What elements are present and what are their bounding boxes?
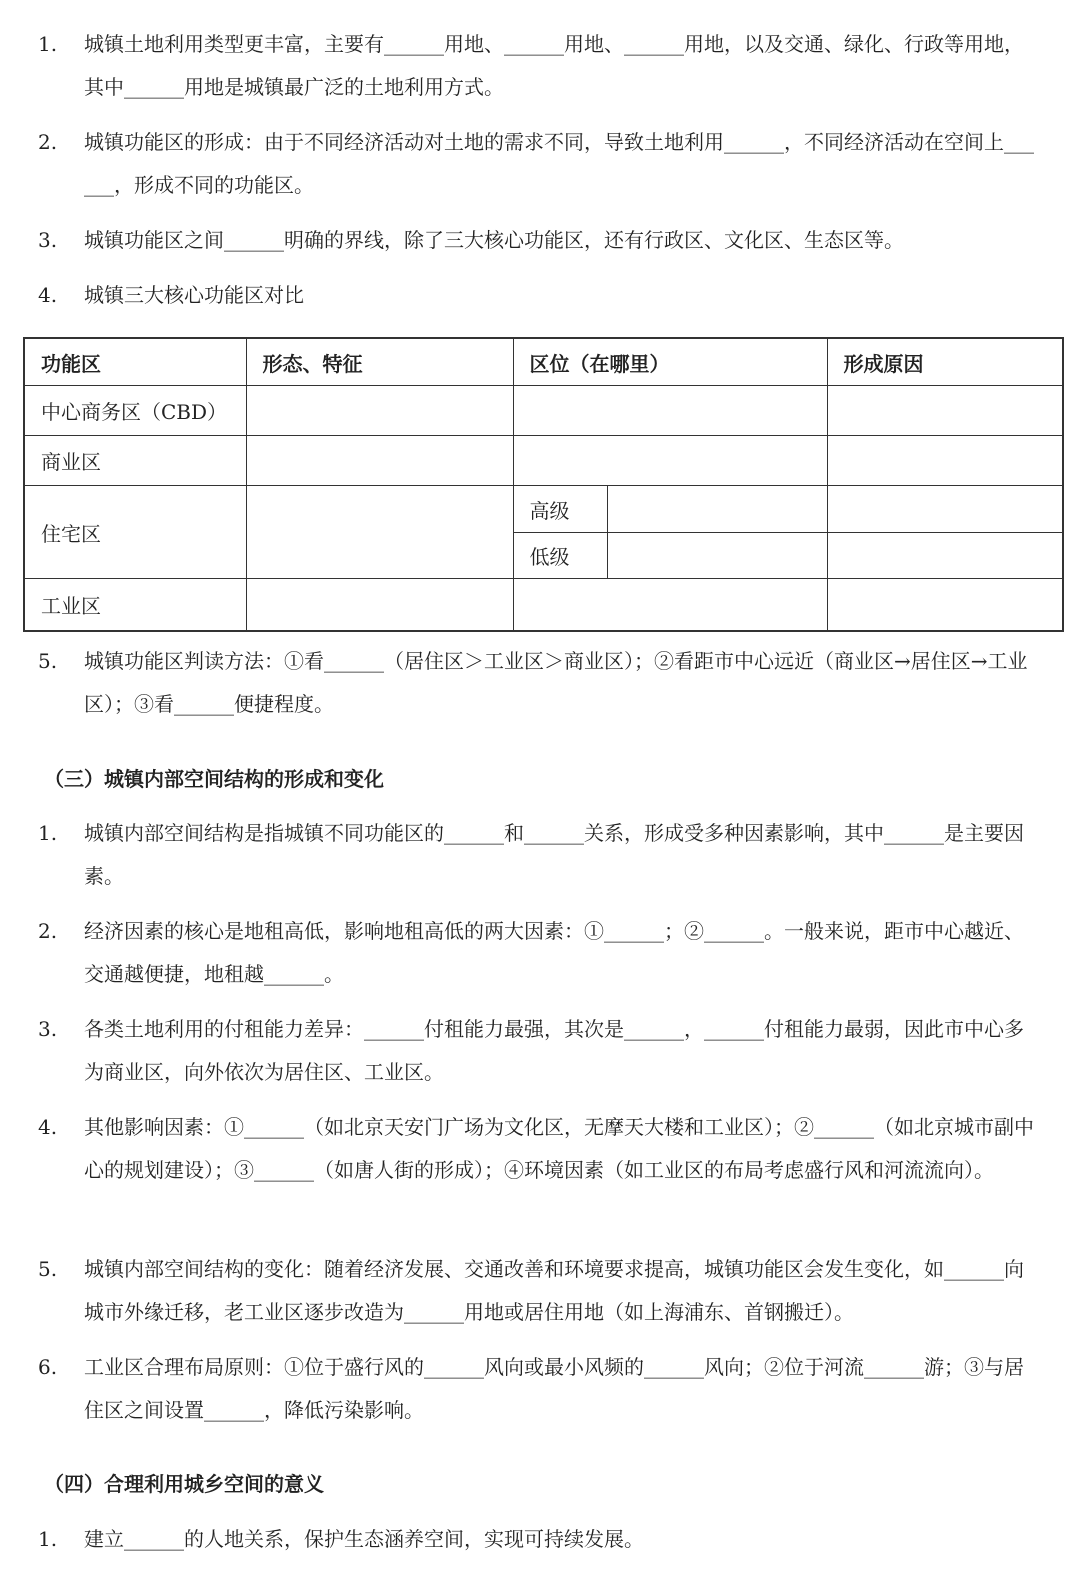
item-text: 城镇功能区的形成：由于不同经济活动对土地的需求不同，导致土地利用______，不同经济活动在空间上______，形成不同的功能区。 — [84, 130, 1034, 197]
blank-cell — [246, 386, 513, 436]
item-text: 其他影响因素：①______（如北京天安门广场为文化区，无摩天大楼和工业区）；②______（如北京城市副中心的规划建设）；③______（如唐人街的形成）；④环境因素（如工业区的布局考虑盛行风和河流流向）。 — [84, 1115, 1034, 1182]
row-label-industrial: 工业区 — [24, 579, 246, 632]
list-item — [38, 640, 1038, 726]
blank-cell — [607, 486, 827, 533]
blank-cell — [827, 579, 1063, 632]
list-item — [38, 1008, 1038, 1094]
item-number: 6. — [38, 1355, 58, 1379]
item-text: 城镇三大核心功能区对比 — [84, 283, 304, 307]
row-label-residential: 住宅区 — [24, 486, 246, 579]
list-item — [38, 812, 1038, 898]
blank-cell — [827, 486, 1063, 533]
item-text: 工业区合理布局原则：①位于盛行风的______风向或最小风频的______风向；②位于河流______游；③与居住区之间设置______，降低污染影响。 — [84, 1355, 1024, 1422]
row-label-commercial: 商业区 — [24, 436, 246, 486]
item-text: 城镇功能区之间______明确的界线，除了三大核心功能区，还有行政区、文化区、生态区等。 — [84, 228, 904, 252]
blank-cell — [513, 579, 827, 632]
function-zone-table — [23, 337, 1064, 632]
list-item — [38, 1518, 1038, 1561]
item-text: 城镇内部空间结构的变化：随着经济发展、交通改善和环境要求提高，城镇功能区会发生变化，如______向城市外缘迁移，老工业区逐步改造为______用地或居住用地（如上海浦东、首钢搬迁）。 — [84, 1257, 1024, 1324]
list-item — [38, 1248, 1038, 1334]
list-item — [38, 121, 1038, 207]
table-header: 形成原因 — [827, 338, 1063, 386]
blank-cell — [246, 579, 513, 632]
table-row — [24, 386, 1063, 436]
sub-label-low: 低级 — [513, 533, 607, 579]
item-text: 城镇土地利用类型更丰富，主要有______用地、______用地、______用地，以及交通、绿化、行政等用地，其中______用地是城镇最广泛的土地利用方式。 — [84, 32, 1024, 99]
item-number: 1. — [38, 32, 58, 56]
item-number: 5. — [38, 649, 58, 673]
table-header: 形态、特征 — [246, 338, 513, 386]
list-item — [38, 910, 1038, 996]
blank-cell — [827, 386, 1063, 436]
section-heading: （四）合理利用城乡空间的意义 — [44, 1472, 324, 1496]
list-item — [38, 23, 1038, 109]
item-number: 4. — [38, 283, 58, 307]
table-header: 区位（在哪里） — [513, 338, 827, 386]
blank-cell — [607, 533, 827, 579]
list-item — [38, 1346, 1038, 1432]
item-number: 2. — [38, 919, 58, 943]
blank-cell — [513, 386, 827, 436]
item-text: 各类土地利用的付租能力差异：______付租能力最强，其次是______，______付租能力最弱，因此市中心多为商业区，向外依次为居住区、工业区。 — [84, 1017, 1024, 1084]
sub-label-high: 高级 — [513, 486, 607, 533]
item-number: 2. — [38, 130, 58, 154]
row-label-cbd: 中心商务区（CBD） — [24, 386, 246, 436]
blank-cell — [513, 436, 827, 486]
item-number: 5. — [38, 1257, 58, 1281]
list-item — [38, 1106, 1038, 1192]
blank-cell — [246, 436, 513, 486]
list-item — [38, 274, 1038, 317]
item-text: 城镇内部空间结构是指城镇不同功能区的______和______关系，形成受多种因素影响，其中______是主要因素。 — [84, 821, 1024, 888]
item-number: 1. — [38, 821, 58, 845]
item-text: 经济因素的核心是地租高低，影响地租高低的两大因素：①______；②______。一般来说，距市中心越近、交通越便捷，地租越______。 — [84, 919, 1024, 986]
table-row — [24, 486, 1063, 533]
item-number: 3. — [38, 1017, 58, 1041]
table-header: 功能区 — [24, 338, 246, 386]
table-row — [24, 579, 1063, 632]
blank-cell — [246, 486, 513, 579]
list-item — [38, 219, 1038, 262]
item-text: 建立______的人地关系，保护生态涵养空间，实现可持续发展。 — [84, 1527, 644, 1551]
item-number: 1. — [38, 1527, 58, 1551]
table-row — [24, 436, 1063, 486]
item-text: 城镇功能区判读方法：①看______（居住区＞工业区＞商业区）；②看距市中心远近（商业区→居住区→工业区）；③看______便捷程度。 — [84, 649, 1028, 716]
section-heading: （三）城镇内部空间结构的形成和变化 — [44, 767, 384, 791]
blank-cell — [827, 533, 1063, 579]
blank-cell — [827, 436, 1063, 486]
item-number: 4. — [38, 1115, 58, 1139]
item-number: 3. — [38, 228, 58, 252]
